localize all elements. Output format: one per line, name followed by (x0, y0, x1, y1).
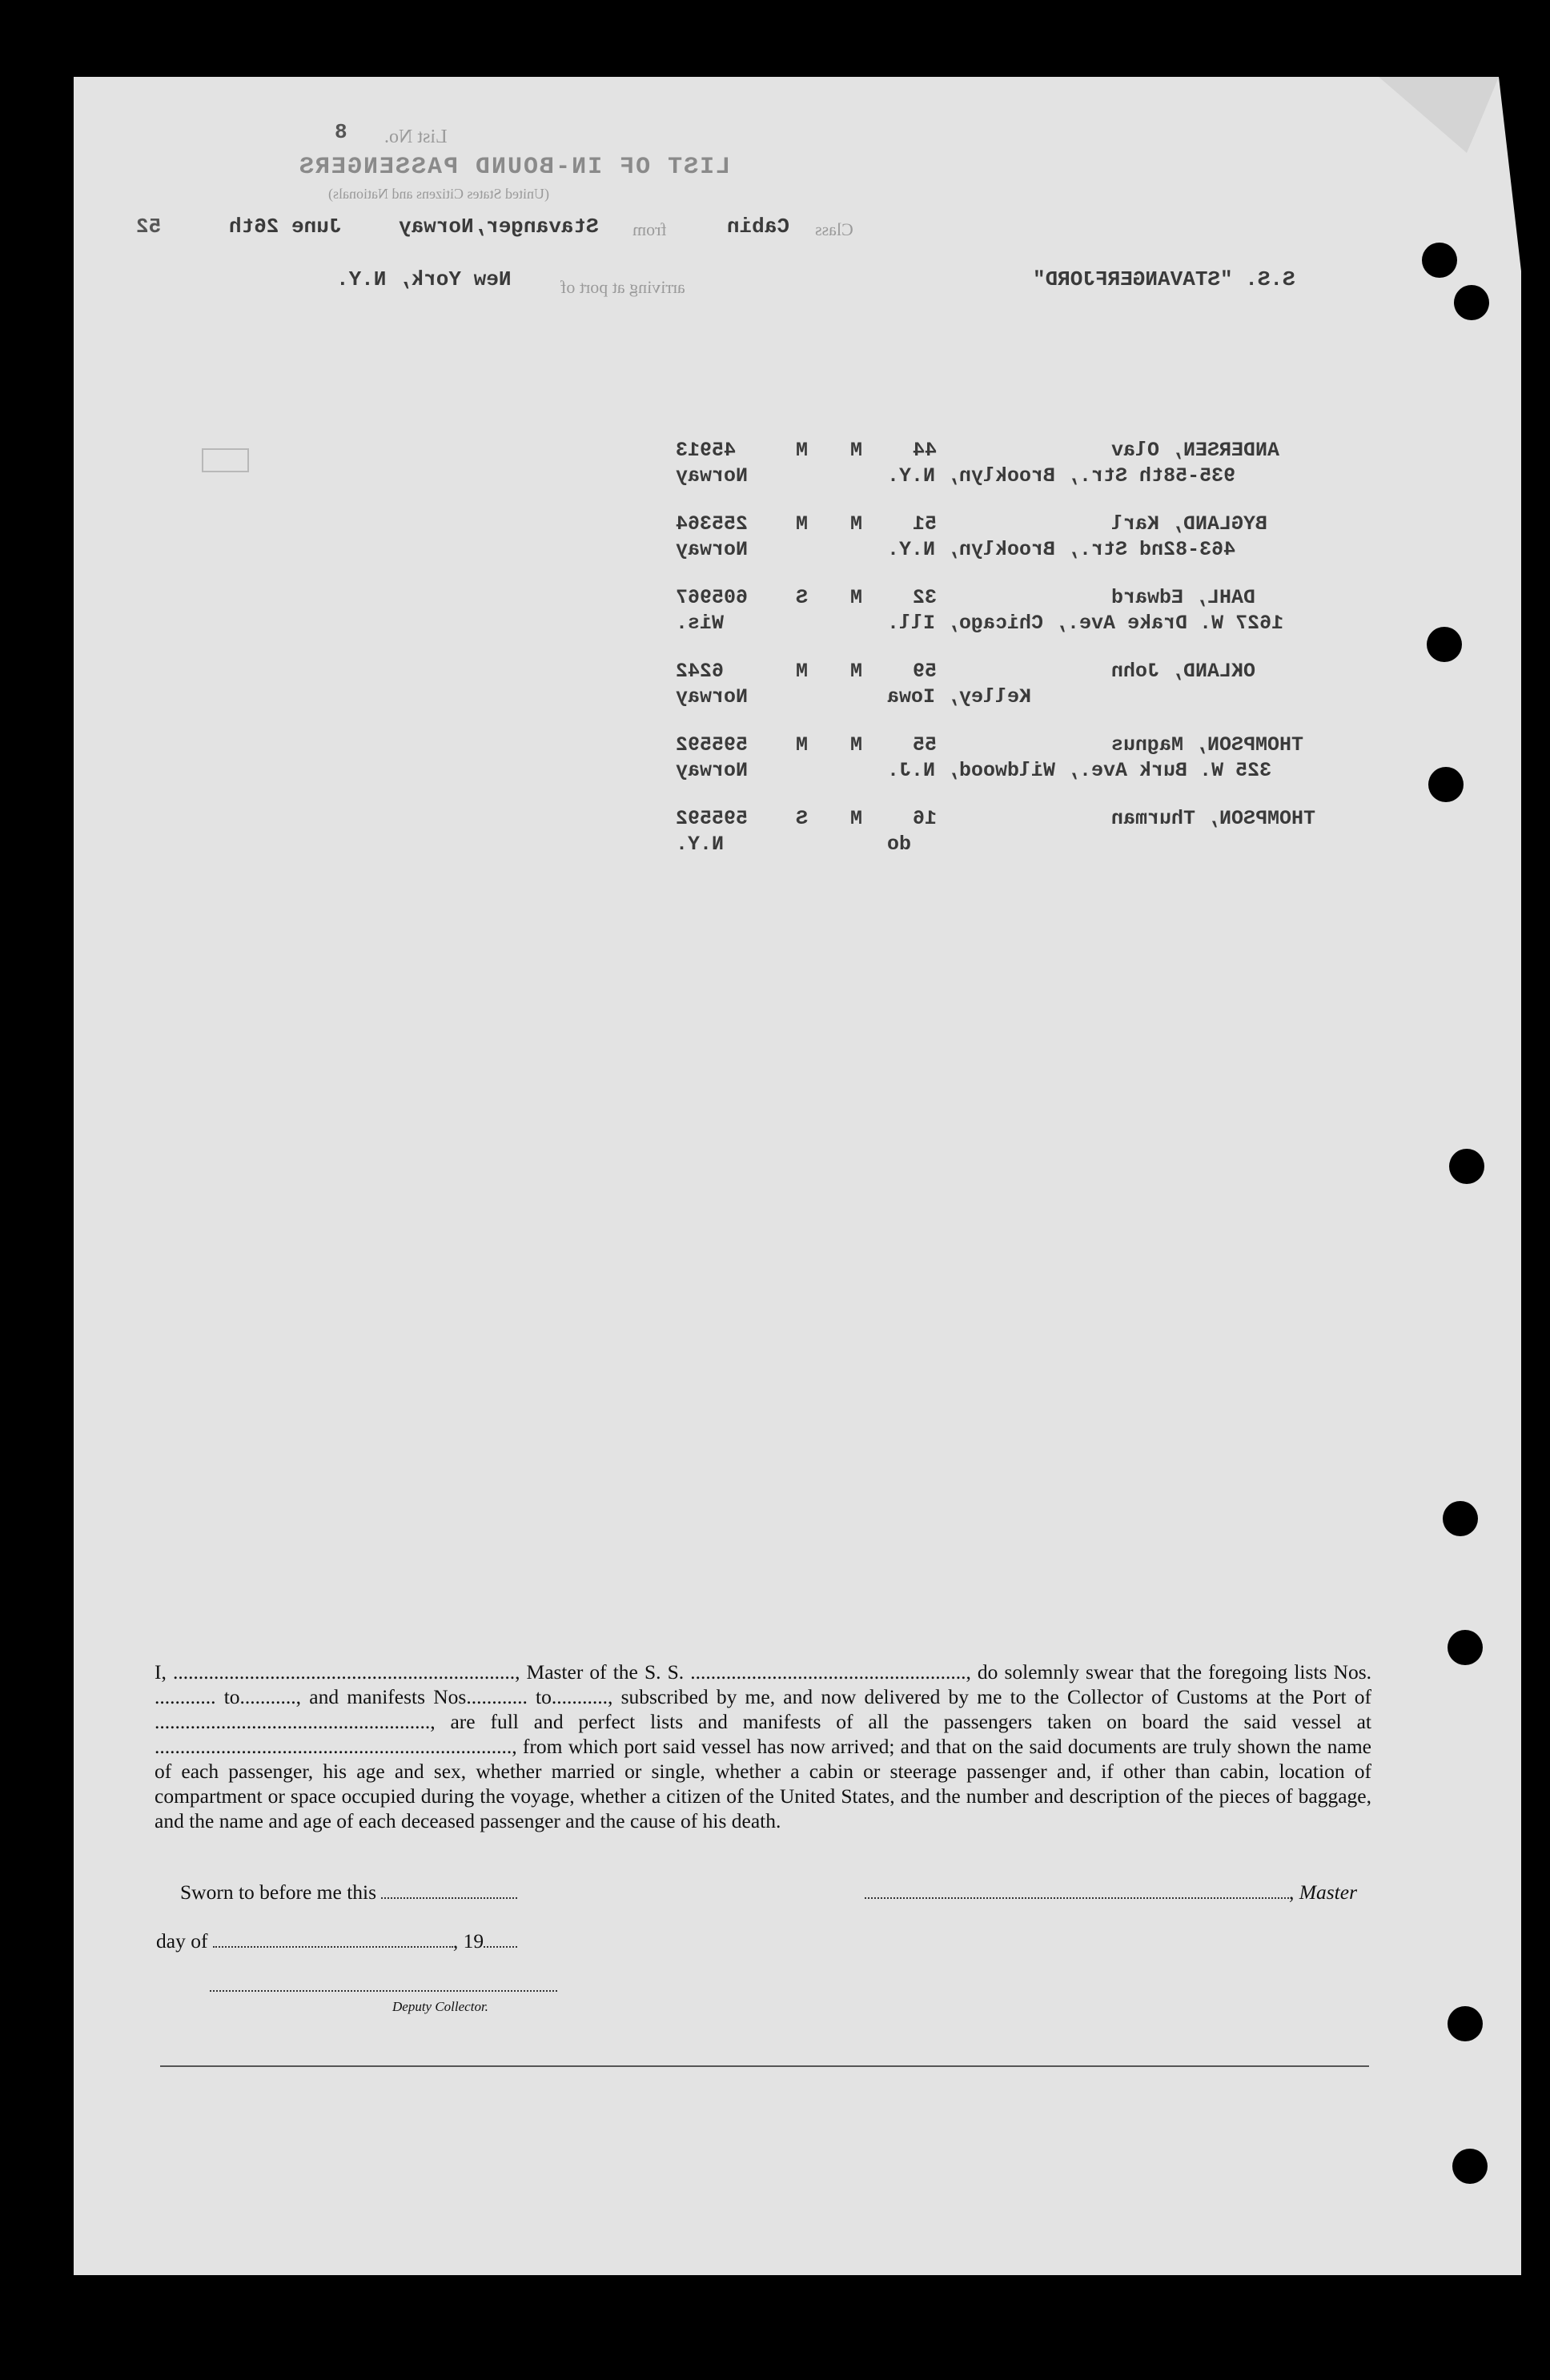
filing-stamp (202, 448, 249, 472)
passenger-sex: M (850, 512, 863, 536)
passenger-age: 32 (913, 586, 938, 609)
passenger-number: 605967 (676, 586, 749, 609)
deputy-signature-line (210, 1973, 557, 1997)
passenger-marital: M (796, 439, 809, 462)
master-label: Master (1299, 1880, 1357, 1904)
passenger-address: 325 W. Burk Ave., Wildwood, N.J. (887, 759, 1272, 782)
passenger-number: 595592 (676, 733, 749, 757)
arrival-year: 52 (136, 215, 162, 239)
passenger-marital: S (796, 586, 809, 609)
passenger-sex: M (850, 660, 863, 683)
bottom-rule (160, 2065, 1369, 2067)
passenger-birthplace: Wis. (676, 612, 725, 635)
oath-paragraph: I, ..................................................................., Master of the S. S. ......................................................, do solemnly swear that the foregoing lists Nos. ............ to..........., and manifests Nos............ to..........., subscribed by me, and now delivered by me to the Collector of Customs at the Port of ......................................................, are full and perfect lists and manifests of all the passengers taken on board the said vessel at ......................................................................, from which port said vessel has now arrived; and that on the said documents are truly shown the name of each passenger, his age and sex, whether married or single, whether a cabin or steerage passenger and, if other than cabin, location of compartment or space occupied during the voyage, whether a citizen of the United States, and the number and description of the pieces of baggage, and the name and age of each deceased passenger and the cause of his death. (155, 1660, 1371, 1832)
port-name: New York, N.Y. (336, 267, 512, 291)
sworn-label: Sworn to before me this (180, 1880, 517, 1904)
passenger-address: do (887, 833, 912, 856)
passenger-marital: M (796, 512, 809, 536)
passenger-address: 463-82nd Str., Brooklyn, N.Y. (887, 538, 1236, 561)
punch-hole (1448, 2006, 1483, 2041)
passenger-address: 935-58th Str., Brooklyn, N.Y. (887, 464, 1236, 488)
passenger-sex: M (850, 733, 863, 757)
list-title: LIST OF IN-BOUND PASSENGERS (298, 154, 731, 181)
passenger-address: 1627 W. Drake Ave., Chicago, Ill. (887, 612, 1284, 635)
punch-hole (1454, 285, 1489, 320)
punch-hole (1443, 1501, 1478, 1536)
passenger-marital: S (796, 807, 809, 830)
list-subtitle: (United States Citizens and Nationals) (328, 186, 549, 202)
punch-hole (1449, 1149, 1484, 1184)
punch-hole (1422, 243, 1457, 278)
passenger-name: BYGLAND, Karl (1111, 512, 1268, 536)
list-no-label: List No. (384, 126, 448, 147)
passenger-number: 255364 (676, 512, 749, 536)
master-signature-line: , Master (865, 1880, 1357, 1904)
passenger-age: 16 (913, 807, 938, 830)
ship-name: S.S. "STAVANGERFJORD" (1033, 267, 1295, 291)
passenger-name: ANDERSEN, Olav (1111, 439, 1280, 462)
passenger-birthplace: Norway (676, 464, 749, 488)
passenger-age: 55 (913, 733, 938, 757)
punch-hole (1452, 2149, 1488, 2184)
punch-hole (1428, 767, 1464, 802)
class-value: Cabin (727, 215, 790, 239)
from-value: Stavanger,Norway (399, 215, 599, 239)
arriving-label: arriving at port of (560, 277, 685, 297)
passenger-number: 45913 (676, 439, 737, 462)
deputy-label: Deputy Collector. (392, 1999, 488, 2014)
list-no: 8 (335, 120, 347, 144)
passenger-age: 44 (913, 439, 938, 462)
passenger-sex: M (850, 807, 863, 830)
passenger-birthplace: Norway (676, 538, 749, 561)
passenger-sex: M (850, 439, 863, 462)
passenger-number: 595592 (676, 807, 749, 830)
passenger-age: 51 (913, 512, 938, 536)
passenger-birthplace: Norway (676, 685, 749, 708)
passenger-marital: M (796, 733, 809, 757)
passenger-name: OKLAND, John (1111, 660, 1256, 683)
passenger-address: Kelley, Iowa (887, 685, 1032, 708)
passenger-name: DAHL, Edward (1111, 586, 1256, 609)
from-label: from (632, 219, 667, 239)
punch-hole (1448, 1630, 1483, 1665)
punch-hole (1427, 627, 1462, 662)
day-of-line: day of , 19 (156, 1929, 517, 1953)
class-label: Class (815, 219, 853, 239)
passenger-name: THOMPSON, Thurman (1111, 807, 1316, 830)
passenger-number: 6242 (676, 660, 725, 683)
passenger-age: 59 (913, 660, 938, 683)
passenger-sex: M (850, 586, 863, 609)
passenger-birthplace: Norway (676, 759, 749, 782)
passenger-name: THOMPSON, Magnus (1111, 733, 1304, 757)
arrival-date: June 26th (229, 215, 342, 239)
passenger-marital: M (796, 660, 809, 683)
passenger-birthplace: N.Y. (676, 833, 725, 856)
